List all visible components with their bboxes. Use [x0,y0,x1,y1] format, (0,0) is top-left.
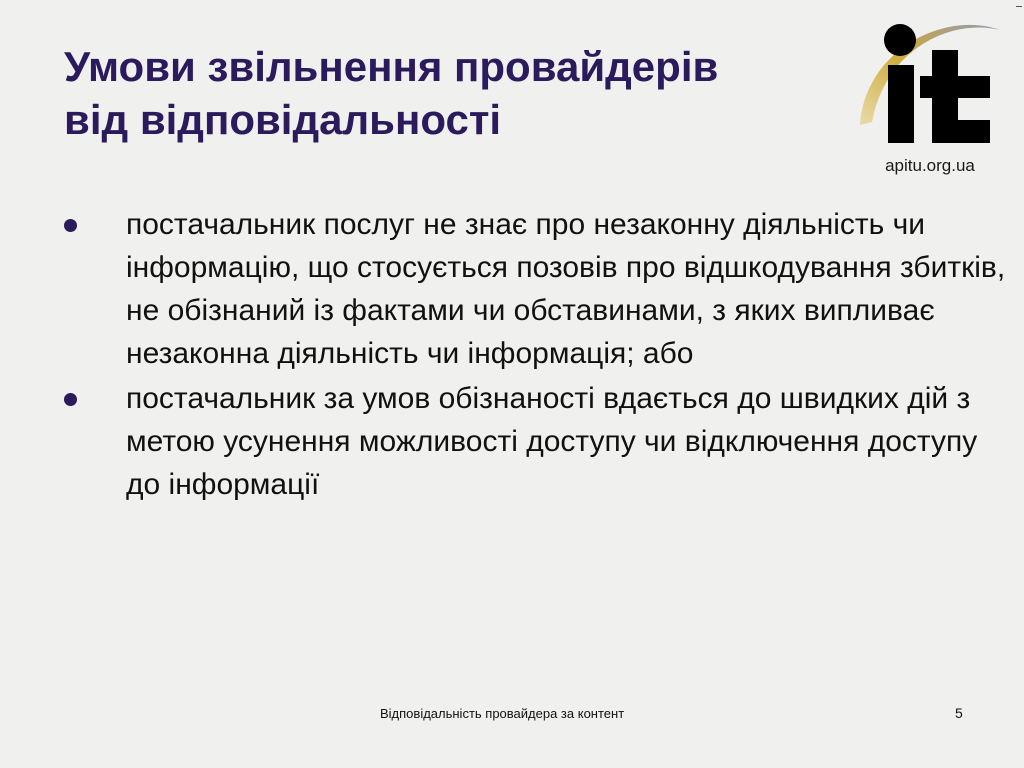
it-logo-icon [850,10,1010,160]
bullet-text: постачальник за умов обізнаності вдається до швидких дій з метою усунення можливості доступу чи відключення доступу до інформації [126,382,978,501]
bullet-text: постачальник послуг не знає про незаконну діяльність чи інформацію, що стосується позовів про відшкодування збитків, не обізнаний із фактами чи обставинами, з яких випливає незаконна діяльність чи інформація; або [126,208,1006,370]
bullet-dot-icon [64,393,77,406]
page-number: 5 [955,705,963,721]
slide-footer: Відповідальність провайдера за контент [380,706,625,721]
slide-title-line-1: Умови звільнення провайдерів [64,43,719,90]
list-item [64,377,1009,506]
bullet-dot-icon [64,219,77,232]
list-item [64,203,1009,375]
corner-mark [1016,6,1022,7]
apitu-logo [850,10,1010,190]
slide-title-line-2: від відповідальності [64,96,502,143]
logo-caption: apitu.org.ua [885,156,975,175]
bullet-list [64,203,1009,508]
slide-title [64,40,854,146]
